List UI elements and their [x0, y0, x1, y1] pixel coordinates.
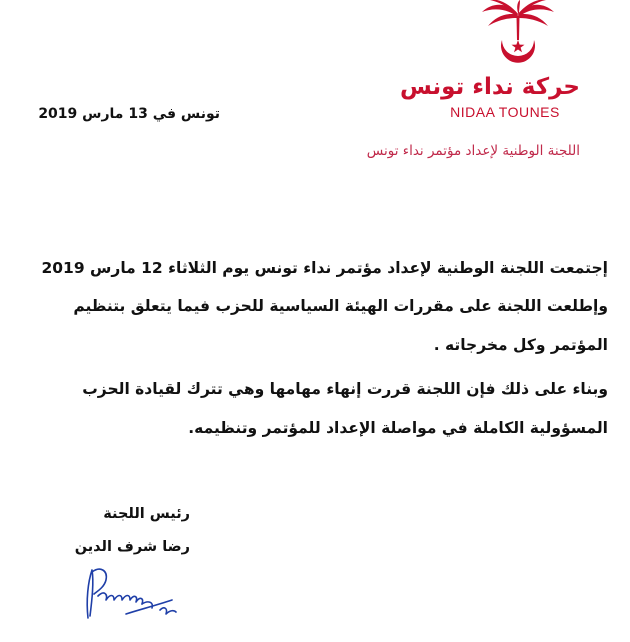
paragraph-1-line-1: إجتمعت اللجنة الوطنية لإعداد مؤتمر نداء تونس يوم الثلاثاء 12 مارس 2019 [41, 259, 608, 277]
party-name-latin: NIDAA TOUNES [450, 104, 560, 120]
paragraph-2-line-1: وبناء على ذلك فإن اللجنة قررت إنهاء مهامها وهي تترك لقيادة الحزب [82, 380, 608, 398]
paragraph-2-line-2: المسؤولية الكاملة في مواصلة الإعداد للمؤتمر وتنظيمه. [188, 419, 608, 437]
paragraph-1-line-2: وإطلعت اللجنة على مقررات الهيئة السياسية للحزب فيما يتعلق بتنظيم [73, 297, 608, 315]
paragraph-1-line-3: المؤتمر وكل مخرجاته . [433, 336, 608, 354]
committee-header: اللجنة الوطنية لإعداد مؤتمر نداء تونس [366, 143, 580, 159]
signatory-name: رضا شرف الدين [74, 539, 190, 555]
handwritten-signature-icon [76, 560, 186, 626]
party-name-arabic: حركة نداء تونس [400, 74, 580, 100]
letter-date: تونس في 13 مارس 2019 [38, 106, 220, 122]
signatory-title: رئيس اللجنة [103, 506, 190, 522]
party-logo-icon [478, 0, 558, 72]
